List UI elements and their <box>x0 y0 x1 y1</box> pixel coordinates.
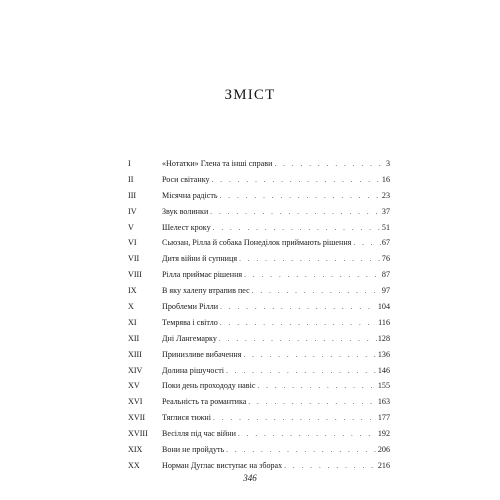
chapter-title: Рілла приймає рішення <box>162 270 243 280</box>
chapter-entry <box>162 331 390 348</box>
chapter-number: VIII <box>128 270 142 280</box>
chapter-number: X <box>128 302 134 312</box>
chapter-number: XII <box>128 333 140 343</box>
chapter-number: IV <box>128 206 137 216</box>
chapter-page-number: 177 <box>377 413 390 423</box>
chapter-page-number: 23 <box>381 190 390 200</box>
chapter-entry <box>162 426 390 443</box>
chapter-page-number: 155 <box>377 381 390 391</box>
dot-leader <box>226 364 377 380</box>
dot-leader <box>243 348 376 364</box>
chapter-entry <box>162 394 390 411</box>
chapter-entry <box>162 172 390 189</box>
chapter-title: «Нотатки» Глена та інші справи <box>162 159 273 168</box>
toc-entry <box>128 394 390 410</box>
chapter-title: В яку халепу втрапив пес <box>162 286 250 296</box>
chapter-entry <box>162 299 390 316</box>
chapter-number: III <box>128 190 137 200</box>
chapter-page-number: 192 <box>377 429 390 439</box>
chapter-entry <box>162 188 390 205</box>
chapter-entry <box>162 315 390 332</box>
chapter-entry <box>162 363 390 380</box>
dot-leader <box>213 411 377 427</box>
chapter-title: Місячна радість <box>162 190 218 200</box>
chapter-number: IX <box>128 286 137 296</box>
dot-leader <box>239 252 381 268</box>
chapter-page-number: 116 <box>378 317 390 327</box>
chapter-title: Сьюзан, Рілла й собака Понеділок приймають рішення <box>162 238 352 248</box>
chapter-title: Шелест кроку <box>162 222 211 232</box>
chapter-title: Поки день прохододу навіс <box>162 381 256 391</box>
chapter-title: Долина рішучості <box>162 365 225 375</box>
page-number: 346 <box>243 473 257 483</box>
dot-leader <box>238 427 377 443</box>
chapter-title: Принизливе вибачення <box>162 349 242 359</box>
chapter-number: VI <box>128 238 137 248</box>
chapter-page-number: 67 <box>381 238 390 248</box>
chapter-number: II <box>128 174 134 184</box>
toc-entry <box>128 426 390 442</box>
dot-leader <box>244 268 381 284</box>
chapter-entry <box>162 204 390 221</box>
dot-leader <box>220 316 377 332</box>
chapter-entry <box>162 347 390 364</box>
chapter-number: XVII <box>128 413 146 423</box>
dot-leader <box>274 157 385 173</box>
chapter-title: Тяглися тижні <box>162 413 212 423</box>
chapter-number: XVI <box>128 397 143 407</box>
chapter-entry <box>162 235 390 252</box>
chapter-number: XX <box>128 460 140 470</box>
toc-entry <box>128 331 390 347</box>
chapter-title: Дитя війни й супниця <box>162 254 238 264</box>
chapter-number: XI <box>128 317 137 327</box>
dot-leader <box>220 300 377 316</box>
chapter-page-number: 128 <box>377 333 390 343</box>
chapter-entry <box>162 156 390 173</box>
chapter-title: Дні Лангемарку <box>162 333 217 343</box>
toc-entry <box>128 188 390 204</box>
dot-leader <box>252 284 381 300</box>
toc-entry <box>128 172 390 188</box>
toc-entry <box>128 220 390 236</box>
chapter-title: Весілля під час війни <box>162 429 236 439</box>
chapter-page-number: 87 <box>381 270 390 280</box>
toc-entry <box>128 347 390 363</box>
toc-entry <box>128 204 390 220</box>
chapter-page-number: 16 <box>381 174 390 184</box>
chapter-entry <box>162 410 390 427</box>
chapter-number: V <box>128 222 134 232</box>
dot-leader <box>219 332 377 348</box>
chapter-number: XV <box>128 381 140 391</box>
toc-entry <box>128 267 390 283</box>
chapter-entry <box>162 442 390 459</box>
toc-entry <box>128 315 390 331</box>
dot-leader <box>210 205 381 221</box>
toc-entry <box>128 378 390 394</box>
chapter-number: I <box>128 159 131 168</box>
toc-entry <box>128 410 390 426</box>
chapter-page-number: 206 <box>377 445 390 455</box>
chapter-entry <box>162 267 390 284</box>
chapter-title: Вони не пройдуть <box>162 445 225 455</box>
chapter-page-number: 51 <box>381 222 390 232</box>
toc-entry <box>128 283 390 299</box>
chapter-page-number: 104 <box>377 302 390 312</box>
chapter-page-number: 146 <box>377 365 390 375</box>
toc-entry <box>128 299 390 315</box>
chapter-entry <box>162 283 390 300</box>
chapter-title: Реальність та романтика <box>162 397 247 407</box>
dot-leader <box>353 236 381 252</box>
chapter-title: Проблеми Рілли <box>162 302 219 312</box>
chapter-number: XVIII <box>128 429 148 439</box>
chapter-page-number: 37 <box>381 206 390 216</box>
chapter-number: XIV <box>128 365 143 375</box>
chapter-title: Норман Дуглас виступає на зборах <box>162 460 283 470</box>
chapter-page-number: 76 <box>381 254 390 264</box>
chapter-page-number: 136 <box>377 349 390 359</box>
chapter-number: XIII <box>128 349 142 359</box>
dot-leader <box>220 189 381 205</box>
chapter-page-number: 163 <box>377 397 390 407</box>
dot-leader <box>212 173 381 189</box>
chapter-page-number: 216 <box>377 460 390 470</box>
toc-entry <box>128 156 390 172</box>
toc-entry <box>128 235 390 251</box>
chapter-entry <box>162 251 390 268</box>
chapter-title: Звук волинки <box>162 206 209 216</box>
toc-entry <box>128 363 390 379</box>
chapter-number: XIX <box>128 445 143 455</box>
dot-leader <box>213 221 381 237</box>
chapter-page-number: 3 <box>385 159 390 168</box>
chapter-title: Роси світанку <box>162 174 210 184</box>
dot-leader <box>257 379 376 395</box>
dot-leader <box>248 395 377 411</box>
dot-leader <box>226 443 377 459</box>
page-title: ЗМІСТ <box>224 87 276 103</box>
table-of-contents <box>128 156 390 474</box>
chapter-entry <box>162 378 390 395</box>
toc-entry <box>128 442 390 458</box>
chapter-number: VII <box>128 254 140 264</box>
chapter-title: Темрява і світло <box>162 317 218 327</box>
chapter-page-number: 97 <box>381 286 390 296</box>
toc-entry <box>128 251 390 267</box>
chapter-entry <box>162 220 390 237</box>
